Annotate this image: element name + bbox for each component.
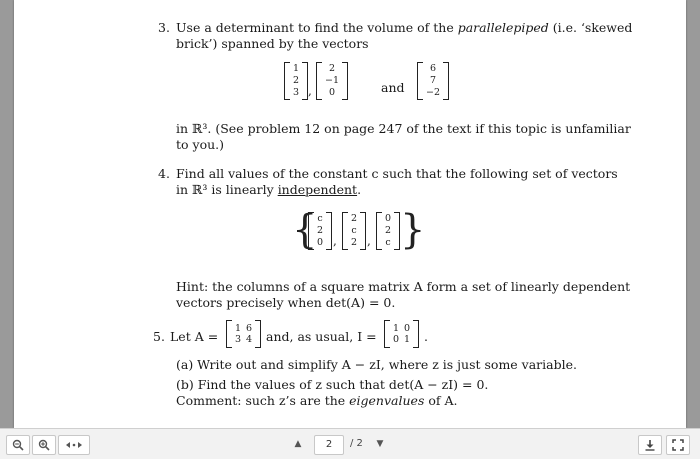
current-page-input[interactable]: 2 <box>314 435 344 455</box>
problem-4-line1: Find all values of the constant c such that the following set of vectors <box>176 166 618 181</box>
zoom-in-icon <box>38 439 50 451</box>
zoom-in-button[interactable] <box>32 435 56 455</box>
set-close-brace: } <box>400 207 426 253</box>
problem-3-line2: brick’) spanned by the vectors <box>176 36 369 51</box>
problem-4-line2: in ℝ³ is linearly independent. <box>176 182 362 197</box>
fit-width-icon <box>65 440 83 450</box>
set-vector-3: 0 2 c <box>376 212 400 250</box>
part-a: (a) Write out and simplify A − zI, where z is just some variable. <box>176 357 577 372</box>
total-pages: / 2 <box>350 438 363 449</box>
hint-line1: Hint: the columns of a square matrix A form a set of linearly dependent <box>176 279 631 294</box>
problem-3-line4: to you.) <box>176 137 225 152</box>
set-vector-1: c 2 0 <box>308 212 332 250</box>
fullscreen-button[interactable] <box>666 435 690 455</box>
download-button[interactable] <box>638 435 662 455</box>
matrix-identity: 1 0 0 1 <box>384 320 419 348</box>
set-comma-1: , <box>333 234 337 248</box>
pdf-page <box>14 0 686 428</box>
vector-separator: , <box>308 84 312 98</box>
part-b: (b) Find the values of z such that det(A − zI) = 0. <box>176 377 489 392</box>
fit-width-button[interactable] <box>58 435 90 455</box>
next-page-button[interactable]: ▼ <box>376 439 384 449</box>
fullscreen-icon <box>672 439 684 451</box>
viewer-left-margin <box>0 0 14 428</box>
viewer-scrollbar[interactable] <box>686 0 700 428</box>
zoom-out-icon <box>12 439 24 451</box>
problem-3-line3: in ℝ³. (See problem 12 on page 247 of the text if this topic is unfamiliar <box>176 121 631 136</box>
and-word: and <box>381 80 405 95</box>
problem-3-line1: Use a determinant to find the volume of the parallelepiped (i.e. ‘skewed <box>176 20 633 35</box>
zoom-out-button[interactable] <box>6 435 30 455</box>
matrix-period: . <box>424 329 428 344</box>
eigenvalue-comment: Comment: such z’s are the eigenvalues of A. <box>176 393 458 408</box>
set-comma-2: , <box>367 234 371 248</box>
problem-4-number: 4. <box>158 166 170 181</box>
set-vector-2: 2 c 2 <box>342 212 366 250</box>
viewer-toolbar <box>0 428 700 459</box>
hint-line2: vectors precisely when det(A) = 0. <box>176 295 396 310</box>
set-open-brace: { <box>292 207 318 253</box>
vector-1: 1 2 3 <box>284 62 308 100</box>
independent-link[interactable]: independent <box>277 182 358 197</box>
let-a-text: Let A = <box>170 329 219 344</box>
problem-5-number: 5. <box>153 329 165 344</box>
download-icon <box>644 439 656 451</box>
as-usual-text: and, as usual, I = <box>266 329 377 344</box>
vector-3: 6 7 −2 <box>417 62 449 100</box>
prev-page-button[interactable]: ▲ <box>294 439 302 449</box>
matrix-a: 1 6 3 4 <box>226 320 261 348</box>
vector-2: 2 −1 0 <box>316 62 348 100</box>
problem-3-number: 3. <box>158 20 170 35</box>
